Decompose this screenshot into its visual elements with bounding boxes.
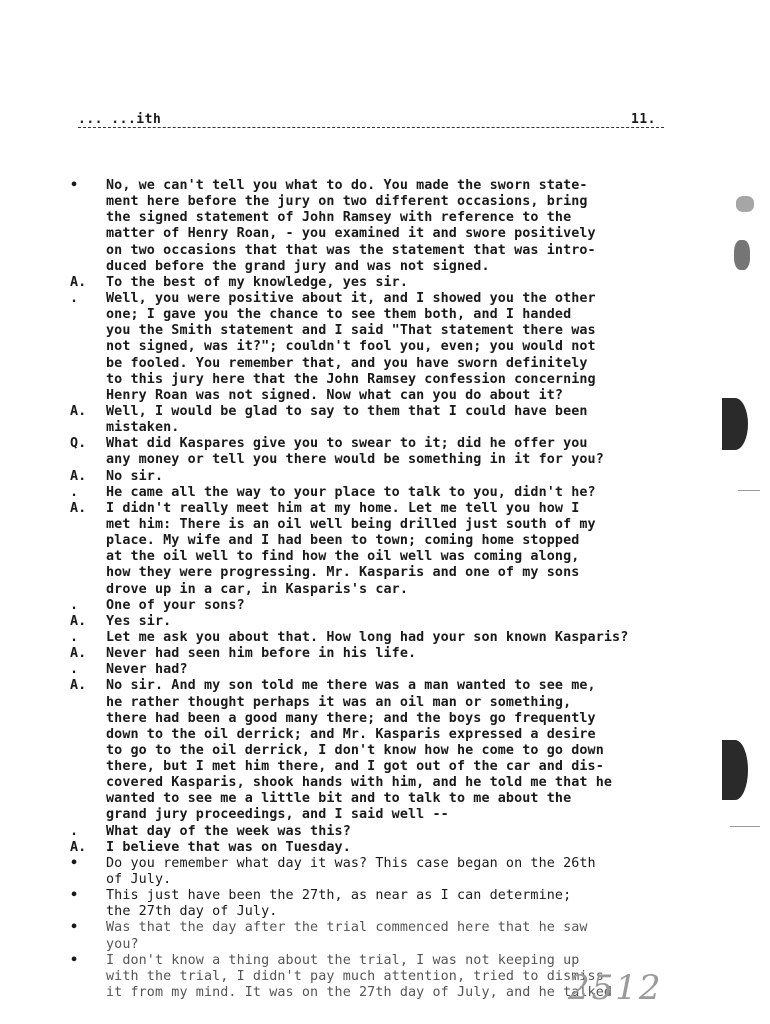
- header-rule: [78, 127, 664, 128]
- transcript-line: [70, 678, 700, 694]
- speaker-marker: .: [70, 290, 79, 306]
- transcript-line: [70, 775, 700, 791]
- line-text: wanted to see me a little bit and to talk to me about the: [106, 791, 572, 807]
- transcript-line: [70, 485, 700, 501]
- transcript-line: [70, 888, 700, 904]
- transcript-line: [70, 953, 700, 969]
- line-text: one; I gave you the chance to see them both, and I handed: [106, 307, 572, 323]
- transcript-line: [70, 356, 700, 372]
- line-text: To the best of my knowledge, yes sir.: [106, 274, 408, 290]
- line-text: Let me ask you about that. How long had your son known Kasparis?: [106, 629, 629, 645]
- transcript-line: [70, 759, 700, 775]
- transcript-line: [70, 372, 700, 388]
- transcript-line: [70, 565, 700, 581]
- transcript-line: [70, 210, 700, 226]
- line-text: grand jury proceedings, and I said well --: [106, 807, 449, 823]
- transcript-line: [70, 307, 700, 323]
- transcript-line: [70, 791, 700, 807]
- line-text: not signed, was it?"; couldn't fool you, even; you would not: [106, 339, 596, 355]
- margin-smudge: [734, 240, 750, 270]
- punch-hole-mark: [722, 398, 748, 450]
- line-text: how they were progressing. Mr. Kasparis and one of my sons: [106, 565, 580, 581]
- speaker-marker: A.: [70, 839, 87, 855]
- line-text: covered Kasparis, shook hands with him, and he told me that he: [106, 775, 613, 791]
- speaker-marker: A.: [70, 468, 87, 484]
- line-text: What day of the week was this?: [106, 823, 351, 839]
- line-text: Well, you were positive about it, and I showed you the other: [106, 290, 596, 306]
- speaker-marker: •: [70, 920, 79, 936]
- transcript-line: [70, 614, 700, 630]
- speaker-marker: A.: [70, 403, 87, 419]
- transcript-line: [70, 937, 700, 953]
- speaker-marker: A.: [70, 613, 87, 629]
- line-text: Yes sir.: [106, 613, 172, 629]
- speaker-marker: •: [70, 888, 79, 904]
- line-text: matter of Henry Roan, - you examined it and swore positively: [106, 226, 596, 242]
- transcript-line: [70, 598, 700, 614]
- transcript-line: [70, 404, 700, 420]
- transcript-line: [70, 194, 700, 210]
- line-text: drove up in a car, in Kasparis's car.: [106, 581, 408, 597]
- line-text: I don't know a thing about the trial, I was not keeping up: [106, 952, 580, 968]
- transcript-line: [70, 824, 700, 840]
- transcript-line: [70, 323, 700, 339]
- transcript-line: [70, 243, 700, 259]
- line-text: there, but I met him there, and I got out of the car and dis-: [106, 759, 604, 775]
- line-text: ment here before the jury on two different occasions, bring: [106, 194, 588, 210]
- speaker-marker: •: [70, 178, 79, 193]
- speaker-marker: A.: [70, 646, 87, 662]
- transcript-line: [70, 711, 700, 727]
- line-text: I believe that was on Tuesday.: [106, 839, 351, 855]
- transcript-line: [70, 533, 700, 549]
- speaker-marker: .: [70, 823, 79, 839]
- transcript-line: [70, 501, 700, 517]
- line-text: duced before the grand jury and was not signed.: [106, 258, 490, 274]
- line-text: down to the oil derrick; and Mr. Kasparis expressed a desire: [106, 726, 596, 742]
- speaker-marker: .: [70, 662, 79, 678]
- transcript-line: [70, 226, 700, 242]
- transcript-line: [70, 275, 700, 291]
- margin-line: [738, 490, 760, 491]
- transcript-line: [70, 872, 700, 888]
- line-text: What did Kaspares give you to swear to it; did he offer you: [106, 436, 588, 452]
- speaker-marker: •: [70, 952, 79, 968]
- line-text: This just have been the 27th, as near as I can determine;: [106, 888, 572, 904]
- line-text: I didn't really meet him at my home. Let me tell you how I: [106, 500, 580, 516]
- margin-smudge: [736, 196, 754, 212]
- line-text: No sir.: [106, 468, 164, 484]
- speaker-marker: A.: [70, 678, 87, 694]
- line-text: you the Smith statement and I said "That statement there was: [106, 323, 596, 339]
- handwritten-page-number: 2512: [568, 968, 663, 1008]
- transcript-line: [70, 452, 700, 468]
- transcript-line: [70, 807, 700, 823]
- transcript-line: [70, 743, 700, 759]
- line-text: the 27th day of July.: [106, 904, 278, 920]
- line-text: be fooled. You remember that, and you have sworn definitely: [106, 355, 588, 371]
- transcript-line: [70, 420, 700, 436]
- line-text: to go to the oil derrick, I don't know how he come to go down: [106, 742, 604, 758]
- transcript-line: [70, 920, 700, 936]
- line-text: the signed statement of John Ramsey with reference to the: [106, 210, 572, 226]
- line-text: to this jury here that the John Ramsey confession concerning: [106, 371, 596, 387]
- speaker-marker: .: [70, 629, 79, 645]
- transcript-line: [70, 856, 700, 872]
- transcript-line: [70, 178, 700, 194]
- transcript-line: [70, 840, 700, 856]
- line-text: No, we can't tell you what to do. You made the sworn state-: [106, 178, 588, 193]
- transcript-line: [70, 436, 700, 452]
- punch-hole-mark: [722, 740, 748, 800]
- line-text: there had been a good many there; and the boys go frequently: [106, 710, 596, 726]
- transcript-line: [70, 469, 700, 485]
- speaker-marker: A.: [70, 274, 87, 290]
- transcript-line: [70, 630, 700, 646]
- line-text: place. My wife and I had been to town; coming home stopped: [106, 533, 580, 549]
- transcript-line: [70, 646, 700, 662]
- line-text: it from my mind. It was on the 27th day of July, and he talked: [106, 985, 613, 1001]
- margin-line: [730, 826, 760, 827]
- speaker-marker: •: [70, 855, 79, 871]
- transcript-line: [70, 339, 700, 355]
- line-text: with the trial, I didn't pay much attention, tried to dismiss: [106, 968, 604, 984]
- transcript-line: [70, 727, 700, 743]
- line-text: Was that the day after the trial commenced here that he saw: [106, 920, 588, 936]
- line-text: met him: There is an oil well being drilled just south of my: [106, 516, 596, 532]
- line-text: on two occasions that that was the statement that was intro-: [106, 242, 596, 258]
- speaker-marker: .: [70, 484, 79, 500]
- line-text: Never had seen him before in his life.: [106, 646, 417, 662]
- transcript-line: [70, 695, 700, 711]
- speaker-marker: A.: [70, 500, 87, 516]
- line-text: mistaken.: [106, 420, 180, 436]
- speaker-marker: .: [70, 597, 79, 613]
- line-text: Do you remember what day it was? This case began on the 26th: [106, 855, 596, 871]
- line-text: at the oil well to find how the oil well was coming along,: [106, 549, 580, 565]
- transcript-line: [70, 388, 700, 404]
- line-text: you?: [106, 936, 139, 952]
- transcript-line: [70, 291, 700, 307]
- line-text: One of your sons?: [106, 597, 245, 613]
- transcript-line: [70, 662, 700, 678]
- transcript-line: [70, 549, 700, 565]
- transcript-line: [70, 582, 700, 598]
- line-text: Never had?: [106, 662, 188, 678]
- transcript-line: [70, 259, 700, 275]
- transcript-line: [70, 904, 700, 920]
- transcript-line: [70, 517, 700, 533]
- line-text: of July.: [106, 872, 172, 888]
- line-text: No sir. And my son told me there was a man wanted to see me,: [106, 678, 596, 694]
- line-text: He came all the way to your place to talk to you, didn't he?: [106, 484, 596, 500]
- transcript-body: [70, 178, 700, 1001]
- line-text: he rather thought perhaps it was an oil man or something,: [106, 694, 572, 710]
- speaker-marker: Q.: [70, 436, 87, 452]
- header-page-number: 11.: [631, 112, 656, 127]
- header-witness-name: ... ...ith: [78, 112, 162, 127]
- line-text: Henry Roan was not signed. Now what can you do about it?: [106, 387, 564, 403]
- line-text: Well, I would be glad to say to them that I could have been: [106, 403, 588, 419]
- line-text: any money or tell you there would be something in it for you?: [106, 452, 604, 468]
